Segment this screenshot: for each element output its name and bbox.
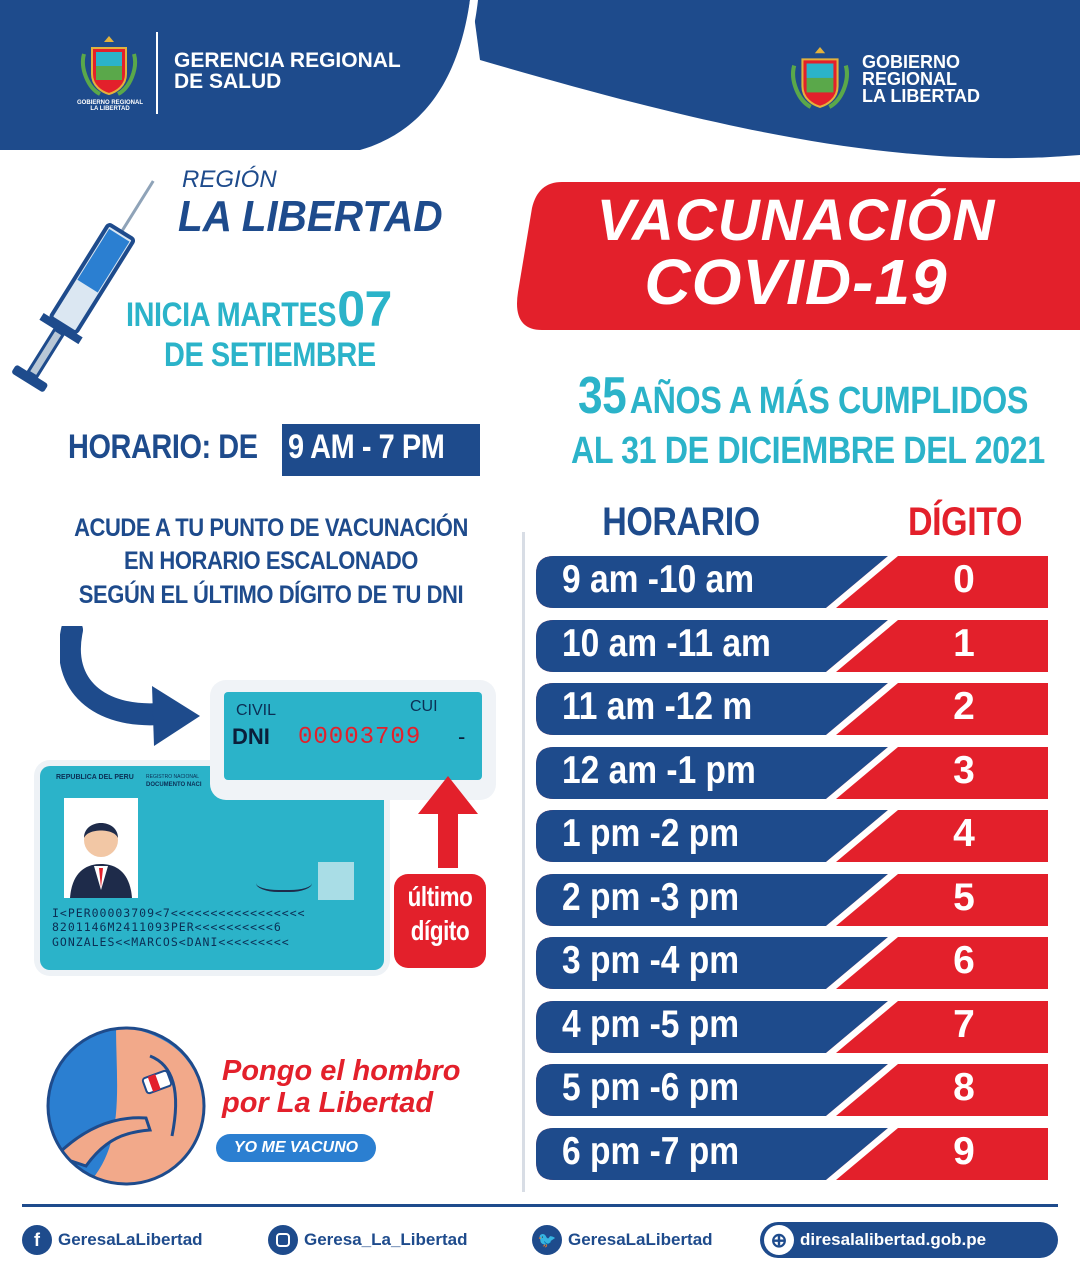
schedule-row: [536, 1128, 1048, 1180]
schedule-row: [536, 937, 1048, 989]
start-prefix: INICIA MARTES: [126, 296, 337, 334]
schedule-digit: 4: [953, 812, 975, 855]
shoulder-bandage-icon: [46, 1026, 206, 1186]
web-url: diresalalibertad.gob.pe: [800, 1230, 987, 1249]
schedule-digit: 0: [953, 558, 975, 601]
schedule-time: 12 am -1 pm: [562, 748, 756, 792]
id-signature: [256, 870, 312, 892]
dni-label: DNI: [232, 724, 270, 749]
schedule-row: [536, 556, 1048, 608]
dni-cui: CUI: [410, 698, 438, 715]
seal-icon: [788, 44, 852, 114]
region-name: LA LIBERTAD: [178, 192, 443, 241]
seal-icon: [78, 34, 140, 100]
age-line1: AÑOS A MÁS CUMPLIDOS: [629, 380, 1028, 422]
header-divider: [156, 32, 158, 114]
ultimo-line1: último: [407, 881, 473, 912]
campaign-line2: por La Libertad: [222, 1086, 434, 1119]
schedule-digit: 2: [953, 685, 975, 728]
schedule-time: 2 pm -3 pm: [562, 875, 740, 919]
schedule-digit: 9: [953, 1129, 975, 1173]
arrow-curve-icon: [60, 626, 210, 750]
seal-caption-2: LA LIBERTAD: [90, 106, 130, 112]
schedule-digit: 8: [953, 1066, 975, 1109]
schedule-time: 6 pm -7 pm: [562, 1129, 740, 1173]
schedule-time: 3 pm -4 pm: [562, 939, 740, 982]
title-line1: VACUNACIÓN: [596, 188, 996, 253]
schedule-digit: 7: [953, 1002, 975, 1046]
twitter-link[interactable]: [532, 1222, 713, 1258]
region-label: REGIÓN: [182, 166, 277, 193]
ultimo-line2: dígito: [410, 914, 470, 946]
schedule-time: 9 am -10 am: [562, 558, 755, 601]
hours-range: 9 AM - 7 PM: [288, 428, 445, 466]
left-org-line2: DE SALUD: [174, 70, 282, 93]
column-divider: [522, 532, 525, 1192]
schedule-time: 1 pm -2 pm: [562, 812, 740, 855]
instruction-line1: ACUDE A TU PUNTO DE VACUNACIÓN: [74, 514, 468, 542]
schedule-digit: 6: [953, 939, 975, 982]
twitter-handle: GeresaLaLibertad: [568, 1230, 713, 1249]
id-mrz-2: 8201146M2411093PER<<<<<<<<<<6: [52, 920, 282, 935]
schedule-row: [536, 1064, 1048, 1116]
schedule-time: 5 pm -6 pm: [562, 1066, 740, 1109]
schedule-time: 10 am -11 am: [562, 621, 771, 665]
schedule-time: 11 am -12 m: [562, 685, 753, 728]
start-month: DE SETIEMBRE: [164, 336, 376, 374]
instagram-link[interactable]: [268, 1222, 467, 1258]
id-mrz-1: I<PER00003709<7<<<<<<<<<<<<<<<<<: [52, 906, 306, 920]
title-line2: COVID-19: [644, 246, 948, 318]
arrow-up-icon: [416, 774, 480, 870]
schedule-row: [536, 747, 1048, 799]
id-doc: DOCUMENTO NACI: [146, 782, 202, 788]
right-org-line3: LA LIBERTAD: [862, 86, 980, 107]
footer-rule: [22, 1204, 1058, 1207]
schedule-row: [536, 810, 1048, 862]
id-mrz-3: GONZALES<<MARCOS<DANI<<<<<<<<<: [52, 934, 290, 949]
seal-caption-1: GOBIERNO REGIONAL: [76, 100, 143, 106]
dni-number: 00003709: [298, 724, 422, 751]
schedule-digit: 3: [953, 748, 975, 792]
globe-icon: ⊕: [764, 1225, 794, 1255]
web-link[interactable]: [760, 1222, 1058, 1258]
schedule-digit: 5: [953, 875, 975, 919]
age-line2: AL 31 DE DICIEMBRE DEL 2021: [570, 430, 1045, 472]
schedule-row: [536, 620, 1048, 672]
facebook-link[interactable]: [22, 1222, 203, 1258]
schedule-row: [536, 1001, 1048, 1053]
hours-prefix: HORARIO: DE: [68, 428, 258, 466]
right-org-line2: REGIONAL: [862, 69, 958, 90]
start-day: 07: [337, 281, 392, 337]
col-digito-header: DÍGITO: [908, 500, 1022, 544]
campaign-tag: YO ME VACUNO: [216, 1134, 376, 1162]
campaign-line1: Pongo el hombro: [222, 1055, 461, 1087]
twitter-icon: 🐦: [532, 1225, 562, 1255]
schedule-digit: 1: [953, 621, 975, 665]
facebook-icon: f: [22, 1225, 52, 1255]
age-num: 35: [578, 367, 627, 425]
instruction-line3: SEGÚN EL ÚLTIMO DÍGITO DE TU DNI: [78, 580, 464, 609]
id-registry: REGISTRO NACIONAL: [146, 774, 200, 780]
schedule-time: 4 pm -5 pm: [562, 1002, 740, 1046]
col-horario-header: HORARIO: [602, 500, 760, 544]
right-org-line1: GOBIERNO: [862, 52, 961, 72]
id-republic: REPUBLICA DEL PERU: [56, 774, 134, 781]
left-org-line1: GERENCIA REGIONAL: [174, 49, 401, 72]
schedule-row: [536, 874, 1048, 926]
dni-dash: -: [458, 724, 466, 749]
id-mini-photo: [318, 862, 354, 900]
instruction-line2: EN HORARIO ESCALONADO: [124, 547, 418, 576]
facebook-handle: GeresaLaLibertad: [58, 1230, 203, 1249]
instagram-handle: Geresa_La_Libertad: [304, 1230, 468, 1249]
id-photo: [64, 798, 138, 898]
schedule-row: [536, 683, 1048, 735]
instagram-icon: [268, 1225, 298, 1255]
dni-civil: CIVIL: [236, 702, 277, 719]
